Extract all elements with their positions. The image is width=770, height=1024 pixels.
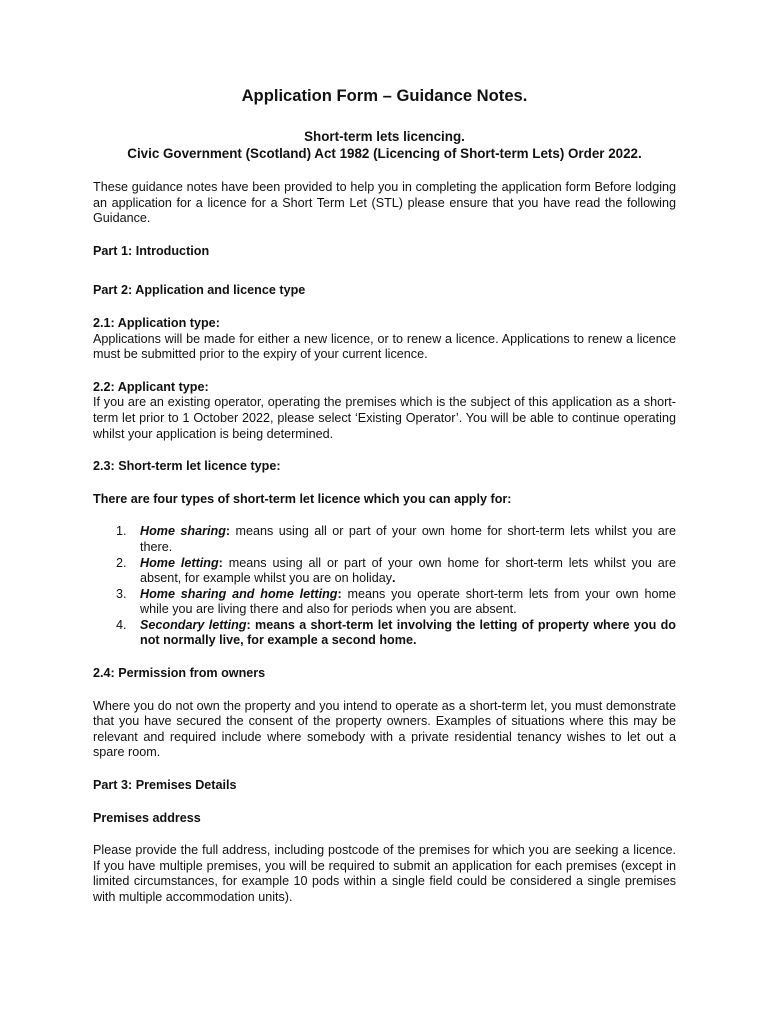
section-2-2-heading: 2.2: Applicant type: xyxy=(93,379,209,394)
subtitle-line-2: Civic Government (Scotland) Act 1982 (Licencing of Short-term Lets) Order 2022. xyxy=(127,146,642,161)
part-3-heading: Part 3: Premises Details xyxy=(93,778,237,793)
list-item-term: Home sharing xyxy=(140,524,226,539)
list-item xyxy=(116,617,677,649)
licence-types-lead: There are four types of short-term let licence which you can apply for: xyxy=(93,491,512,506)
premises-address-heading: Premises address xyxy=(93,810,201,825)
section-2-4-heading: 2.4: Permission from owners xyxy=(93,666,266,681)
list-item-term: Secondary letting xyxy=(140,617,247,632)
section-2-2-body: If you are an existing operator, operating the premises which is the subject of this application as a short-term let prior to 1 October 2022, please select ‘Existing Operator’. You will be able to continue operating whilst your application is being determined. xyxy=(93,395,676,441)
list-item-suffix: . xyxy=(392,571,396,586)
list-item-term: Home sharing and home letting xyxy=(140,586,338,601)
premises-address-body: Please provide the full address, including postcode of the premises for which you are seeking a licence. If you have multiple premises, you will be required to submit an application for each premises (except in limited circumstances, for example 10 pods within a single field could be considered a single premises with multiple accommodation units). xyxy=(93,843,676,904)
licence-types-list xyxy=(93,524,676,649)
document-subtitle xyxy=(93,128,676,162)
list-item-description: means you operate short-term lets from your own home while you are living there and also for periods when you are absent. xyxy=(140,586,676,617)
part-2-heading: Part 2: Application and licence type xyxy=(93,283,306,298)
list-item-number: 1. xyxy=(116,524,127,539)
list-item-term: Home letting xyxy=(140,555,219,570)
list-item-colon: : xyxy=(218,555,223,570)
part-1-heading: Part 1: Introduction xyxy=(93,243,210,258)
section-2-1-body: Applications will be made for either a new licence, or to renew a licence. Applications to renew a licence must be submitted prior to the expiry of your current licence. xyxy=(93,331,676,362)
list-item xyxy=(116,555,677,587)
subtitle-line-1: Short-term lets licencing. xyxy=(304,129,465,144)
list-item-colon: : xyxy=(246,617,251,632)
intro-paragraph: These guidance notes have been provided to help you in completing the application form Before lodging an application for a licence for a Short Term Let (STL) please ensure that you have read the following Guidance. xyxy=(93,180,676,226)
list-item xyxy=(116,524,676,555)
document-title: Application Form – Guidance Notes. xyxy=(241,86,528,105)
list-item-number: 2. xyxy=(116,555,127,570)
list-item xyxy=(116,586,676,618)
section-2-3-heading: 2.3: Short-term let licence type: xyxy=(93,459,281,474)
document-page xyxy=(93,86,676,906)
list-item-description: means using all or part of your own home for short-term lets whilst you are absent, for example whilst you are on holiday xyxy=(140,555,677,586)
section-2-1-heading: 2.1: Application type: xyxy=(93,315,220,330)
list-item-description: means a short-term let involving the letting of property where you do not normally live, for example a second home. xyxy=(140,617,677,648)
list-item-number: 4. xyxy=(116,617,127,632)
list-item-description: means using all or part of your own home for short-term lets whilst you are there. xyxy=(140,524,676,554)
list-item-number: 3. xyxy=(116,586,127,601)
list-item-colon: : xyxy=(225,524,231,539)
section-2-4-body: Where you do not own the property and you intend to operate as a short-term let, you must demonstrate that you have secured the consent of the property owners. Examples of situations where this may be relevant and required include where somebody with a private residential tenancy wishes to let out a spare room. xyxy=(93,698,676,760)
list-item-colon: : xyxy=(337,586,342,601)
